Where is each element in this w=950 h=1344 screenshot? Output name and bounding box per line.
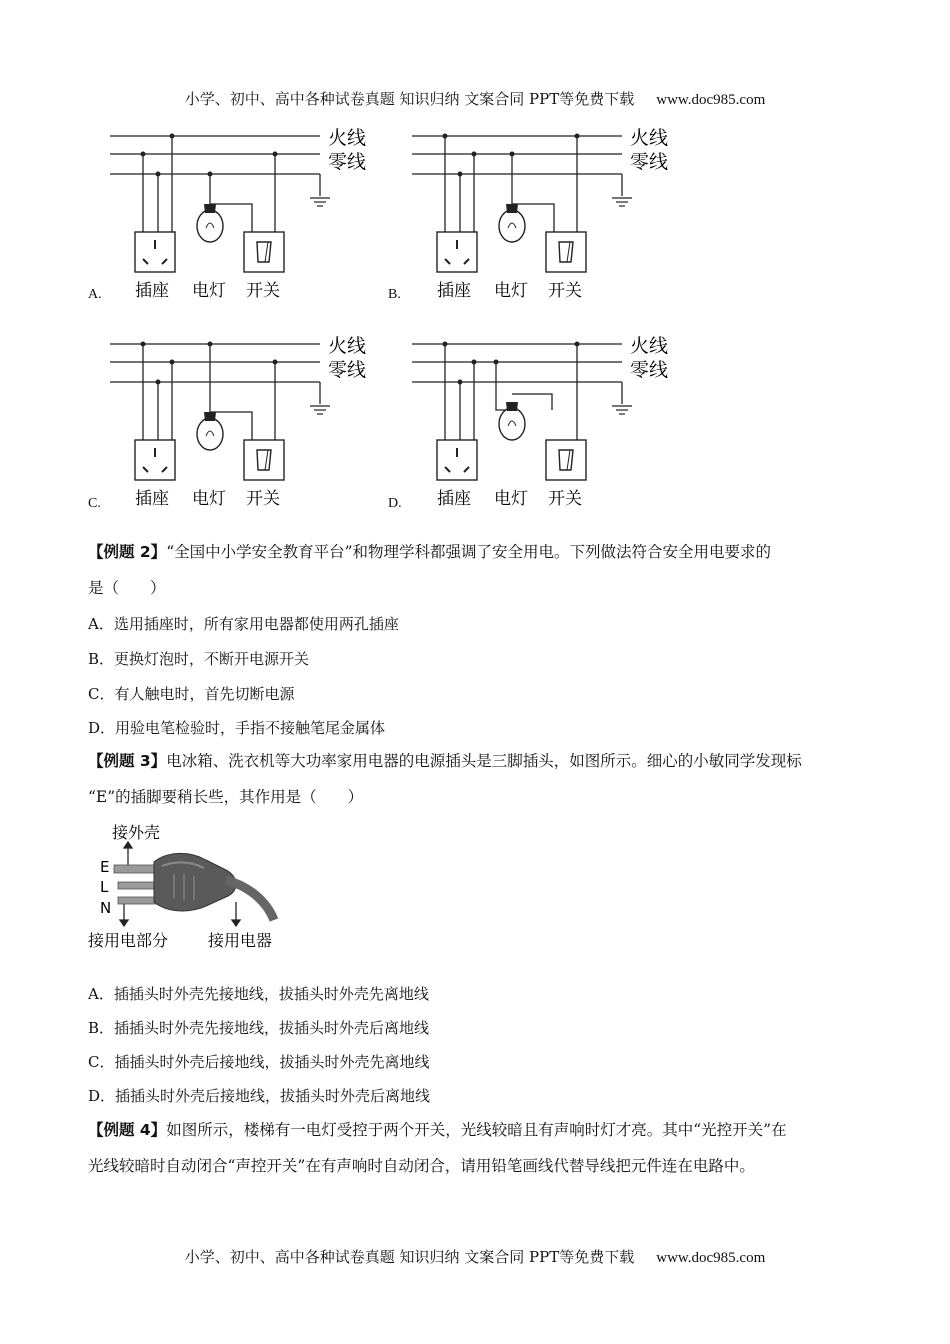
plug-bottom-right-label: 接用电器 bbox=[208, 931, 273, 950]
neutral-wire-label: 零线 bbox=[328, 151, 367, 173]
switch-label: 开关 bbox=[548, 281, 582, 301]
page-footer bbox=[0, 1246, 950, 1267]
live-wire-label: 火线 bbox=[328, 127, 367, 149]
lamp-label: 电灯 bbox=[494, 281, 528, 301]
plug-pin-l: L bbox=[100, 878, 109, 896]
question-4-stem-2: 光线较暗时自动闭合“声控开关”在有声响时自动闭合，请用铅笔画线代替导线把元件连在电路中。 bbox=[88, 1157, 755, 1175]
switch-label: 开关 bbox=[246, 281, 280, 301]
socket-label: 插座 bbox=[437, 489, 471, 509]
live-wire-label: 火线 bbox=[630, 335, 669, 357]
question-3-line-1: 电冰箱、洗衣机等大功率家用电器的电源插头是三脚插头，如图所示。细心的小敏同学发现标 bbox=[166, 752, 802, 770]
option-b-letter: B. bbox=[388, 287, 401, 302]
question-3-stem-2: “E”的插脚要稍长些，其作用是（ ） bbox=[88, 788, 364, 806]
footer-url: www.doc985.com bbox=[656, 1250, 766, 1266]
live-wire-label: 火线 bbox=[630, 127, 669, 149]
neutral-wire-label: 零线 bbox=[630, 151, 669, 173]
live-wire-label: 火线 bbox=[328, 335, 367, 357]
footer-text: 小学、初中、高中各种试卷真题 知识归纳 文案合同 PPT等免费下载 bbox=[184, 1248, 635, 1266]
neutral-wire-label: 零线 bbox=[328, 359, 367, 381]
switch-label: 开关 bbox=[548, 489, 582, 509]
circuit-diagram-c bbox=[110, 332, 400, 522]
question-2-stem-2: 是（ ） bbox=[88, 579, 166, 597]
question-3-option-d: D．插插头时外壳后接地线，拔插头时外壳后离地线 bbox=[88, 1087, 431, 1105]
question-3-stem bbox=[88, 751, 868, 771]
circuit-diagram-a bbox=[110, 124, 400, 314]
plug-top-label: 接外壳 bbox=[112, 823, 161, 842]
question-3-tag: 【例题 3】 bbox=[88, 752, 167, 770]
socket-label: 插座 bbox=[135, 489, 169, 509]
plug-pin-n: N bbox=[100, 899, 112, 917]
header-text: 小学、初中、高中各种试卷真题 知识归纳 文案合同 PPT等免费下载 bbox=[184, 90, 635, 108]
question-2-option-b: B．更换灯泡时，不断开电源开关 bbox=[88, 650, 310, 668]
socket-label: 插座 bbox=[135, 281, 169, 301]
question-2-option-a: A．选用插座时，所有家用电器都使用两孔插座 bbox=[88, 615, 399, 633]
header-url: www.doc985.com bbox=[656, 92, 766, 108]
socket-label: 插座 bbox=[437, 281, 471, 301]
circuit-diagram-b bbox=[412, 124, 702, 314]
lamp-label: 电灯 bbox=[192, 281, 226, 301]
question-2-option-d: D．用验电笔检验时，手指不接触笔尾金属体 bbox=[88, 719, 386, 737]
plug-figure bbox=[88, 820, 288, 952]
circuit-diagram-d bbox=[412, 332, 702, 522]
lamp-label: 电灯 bbox=[494, 489, 528, 509]
question-2-line-1: “全国中小学安全教育平台”和物理学科都强调了安全用电。下列做法符合安全用电要求的 bbox=[166, 543, 772, 561]
option-c-letter: C. bbox=[88, 496, 101, 511]
option-a-letter: A. bbox=[88, 287, 102, 302]
question-2-tag: 【例题 2】 bbox=[88, 543, 167, 561]
plug-pin-e: E bbox=[100, 858, 110, 876]
question-4-line-1: 如图所示，楼梯有一电灯受控于两个开关，光线较暗且有声响时灯才亮。其中“光控开关”在 bbox=[166, 1121, 787, 1139]
neutral-wire-label: 零线 bbox=[630, 359, 669, 381]
question-3-option-c: C．插插头时外壳后接地线，拔插头时外壳先离地线 bbox=[88, 1053, 430, 1071]
page-header bbox=[0, 88, 950, 109]
option-d-letter: D. bbox=[388, 496, 402, 511]
question-2-option-c: C．有人触电时，首先切断电源 bbox=[88, 685, 295, 703]
lamp-label: 电灯 bbox=[192, 489, 226, 509]
question-3-option-a: A．插插头时外壳先接地线，拔插头时外壳先离地线 bbox=[88, 985, 429, 1003]
question-2-stem bbox=[88, 542, 868, 562]
plug-bottom-left-label: 接用电部分 bbox=[88, 931, 169, 950]
question-3-option-b: B．插插头时外壳先接地线，拔插头时外壳后离地线 bbox=[88, 1019, 430, 1037]
switch-label: 开关 bbox=[246, 489, 280, 509]
question-4-stem bbox=[88, 1120, 868, 1140]
question-4-tag: 【例题 4】 bbox=[88, 1121, 167, 1139]
